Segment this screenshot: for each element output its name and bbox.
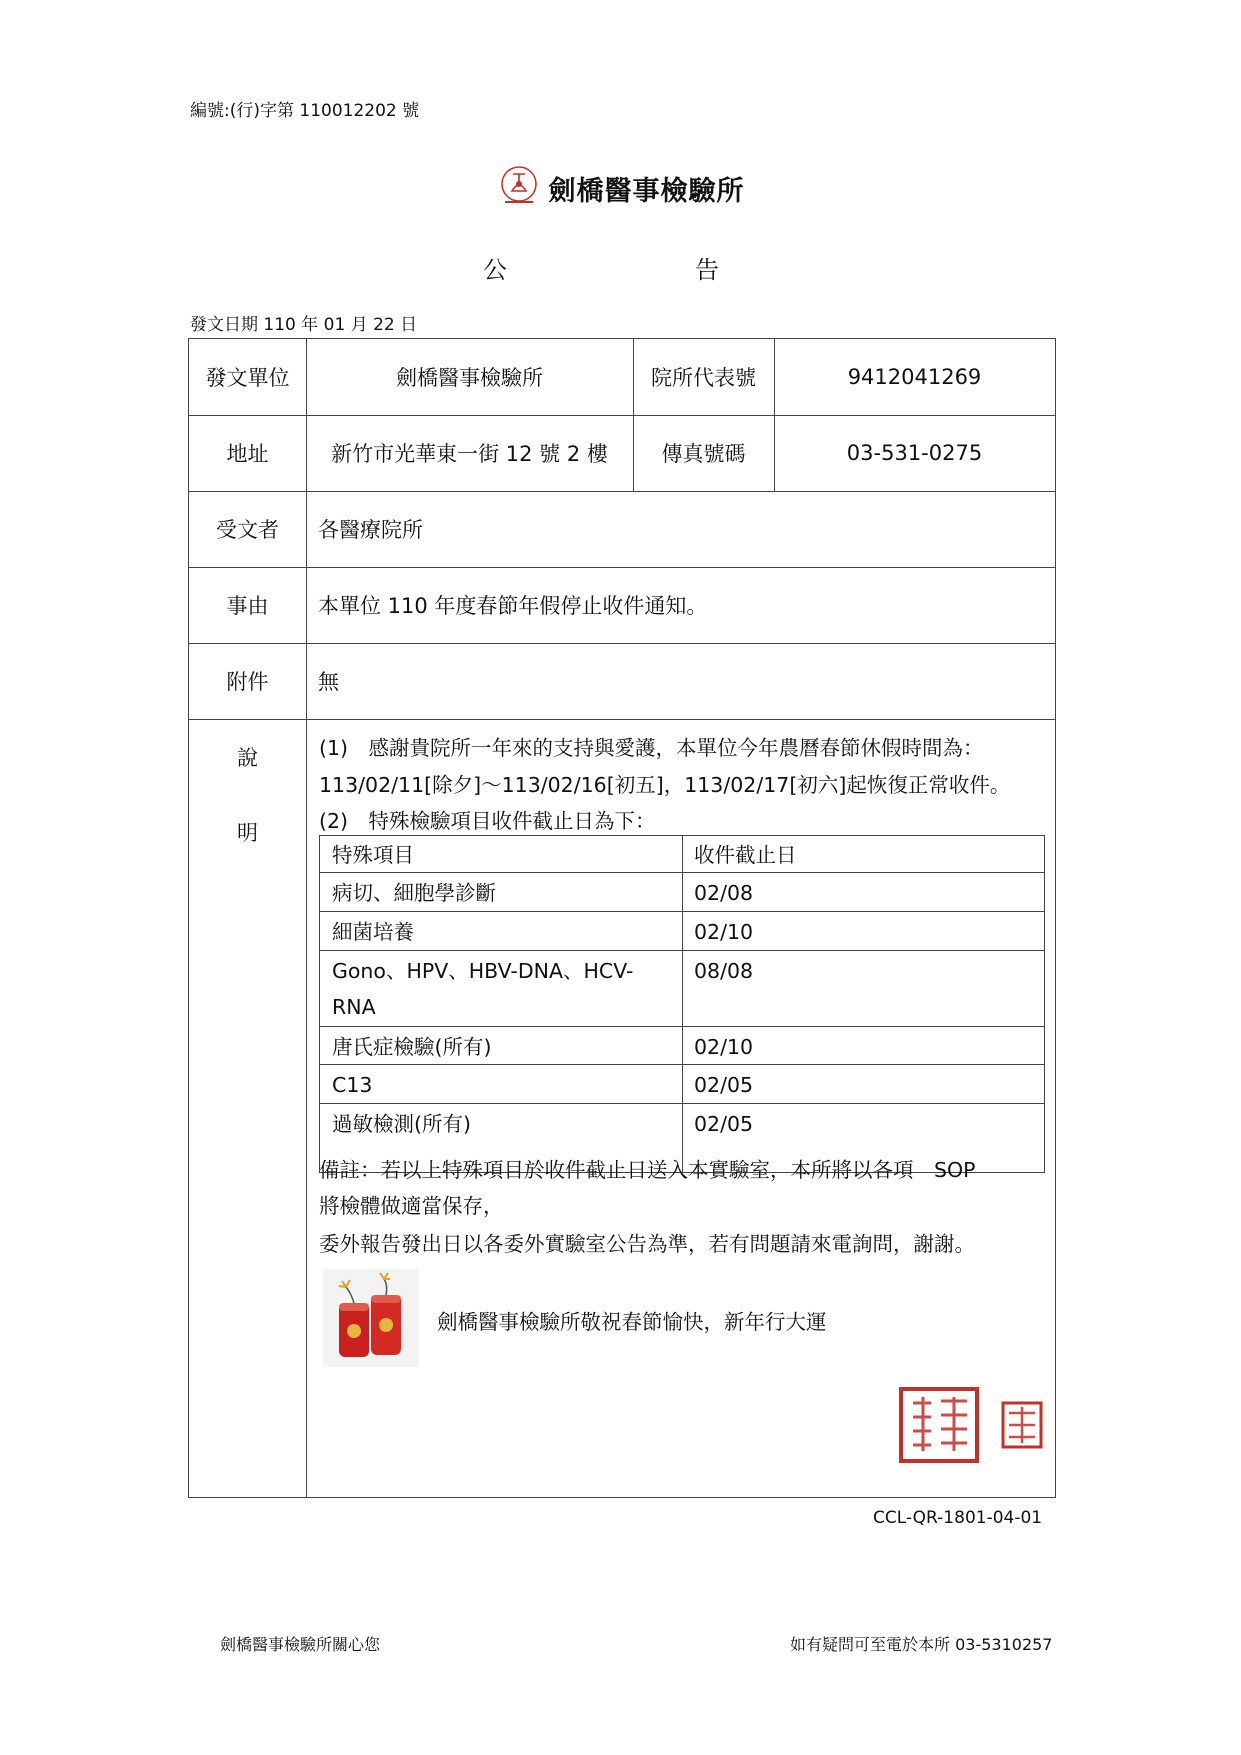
rep-number-label: 院所代表號 bbox=[651, 366, 756, 390]
inner-row-deadline: 02/08 bbox=[694, 881, 754, 905]
inner-row-item: 病切、細胞學診斷 bbox=[332, 881, 496, 905]
recipient-value: 各醫療院所 bbox=[318, 518, 423, 542]
inner-row-item: 細菌培養 bbox=[332, 920, 414, 944]
seal-stamp-icon bbox=[897, 1383, 1047, 1465]
description-line-3: (2) 特殊檢驗項目收件截止日為下： bbox=[319, 809, 656, 833]
inner-header-item: 特殊項目 bbox=[332, 843, 414, 867]
inner-row-item-line1: Gono、HPV、HBV-DNA、HCV- bbox=[332, 959, 634, 983]
description-label-bottom: 明 bbox=[237, 821, 258, 845]
address-label: 地址 bbox=[226, 442, 269, 466]
firecracker-icon bbox=[323, 1269, 419, 1367]
note-line-3: 委外報告發出日以各委外實驗室公告為準，若有問題請來電詢問，謝謝。 bbox=[319, 1232, 975, 1256]
issuing-unit-label: 發文單位 bbox=[205, 366, 290, 390]
inner-row-deadline: 08/08 bbox=[694, 959, 754, 983]
footer-contact: 如有疑問可至電於本所 03-5310257 bbox=[790, 1635, 1053, 1654]
issuing-unit-value: 劍橋醫事檢驗所 bbox=[396, 366, 543, 390]
fax-value: 03-531-0275 bbox=[846, 441, 983, 465]
inner-row-item: 過敏檢測(所有) bbox=[332, 1112, 471, 1136]
inner-row-item: 唐氏症檢驗(所有) bbox=[332, 1035, 492, 1059]
special-items-table bbox=[319, 835, 1045, 1173]
notice-table bbox=[188, 338, 1056, 1498]
inner-row-deadline: 02/05 bbox=[694, 1073, 754, 1097]
issue-date: 發文日期 110 年 01 月 22 日 bbox=[190, 315, 418, 335]
notice-heading-right: 告 bbox=[695, 256, 719, 284]
subject-label: 事由 bbox=[226, 594, 269, 618]
note-line-2: 將檢體做適當保存， bbox=[319, 1194, 504, 1218]
description-line-2: 113/02/11[除夕]～113/02/16[初五]，113/02/17[初六]起恢復正常收件。 bbox=[319, 773, 1011, 797]
form-code: CCL-QR-1801-04-01 bbox=[873, 1508, 1043, 1528]
fax-label: 傳真號碼 bbox=[661, 442, 746, 466]
address-value: 新竹市光華東一街 12 號 2 樓 bbox=[331, 442, 608, 466]
rep-number-value: 9412041269 bbox=[847, 365, 982, 389]
notice-heading-left: 公 bbox=[483, 256, 507, 284]
description-label-top: 說 bbox=[237, 746, 258, 770]
inner-row-item-line2: RNA bbox=[332, 995, 376, 1019]
inner-row-deadline: 02/05 bbox=[694, 1112, 754, 1136]
organization-title: 劍橋醫事檢驗所 bbox=[548, 175, 745, 207]
recipient-label: 受文者 bbox=[216, 518, 279, 542]
lab-logo-icon bbox=[497, 164, 541, 212]
subject-value: 本單位 110 年度春節年假停止收件通知。 bbox=[318, 594, 708, 618]
inner-row-deadline: 02/10 bbox=[694, 1035, 754, 1059]
document-header bbox=[0, 164, 1241, 212]
inner-row-deadline: 02/10 bbox=[694, 920, 754, 944]
note-line-1: 備註：若以上特殊項目於收件截止日送入本實驗室，本所將以各項 SOP bbox=[319, 1158, 976, 1182]
new-year-greeting: 劍橋醫事檢驗所敬祝春節愉快，新年行大運 bbox=[437, 1310, 827, 1334]
description-line-1: (1) 感謝貴院所一年來的支持與愛護，本單位今年農曆春節休假時間為： bbox=[319, 736, 984, 760]
inner-row-item: C13 bbox=[332, 1073, 373, 1097]
document-number: 編號:(行)字第 110012202 號 bbox=[190, 101, 420, 121]
attachment-value: 無 bbox=[318, 670, 339, 694]
inner-header-deadline: 收件截止日 bbox=[694, 843, 797, 867]
attachment-label: 附件 bbox=[226, 670, 269, 694]
footer-left: 劍橋醫事檢驗所關心您 bbox=[220, 1635, 381, 1654]
